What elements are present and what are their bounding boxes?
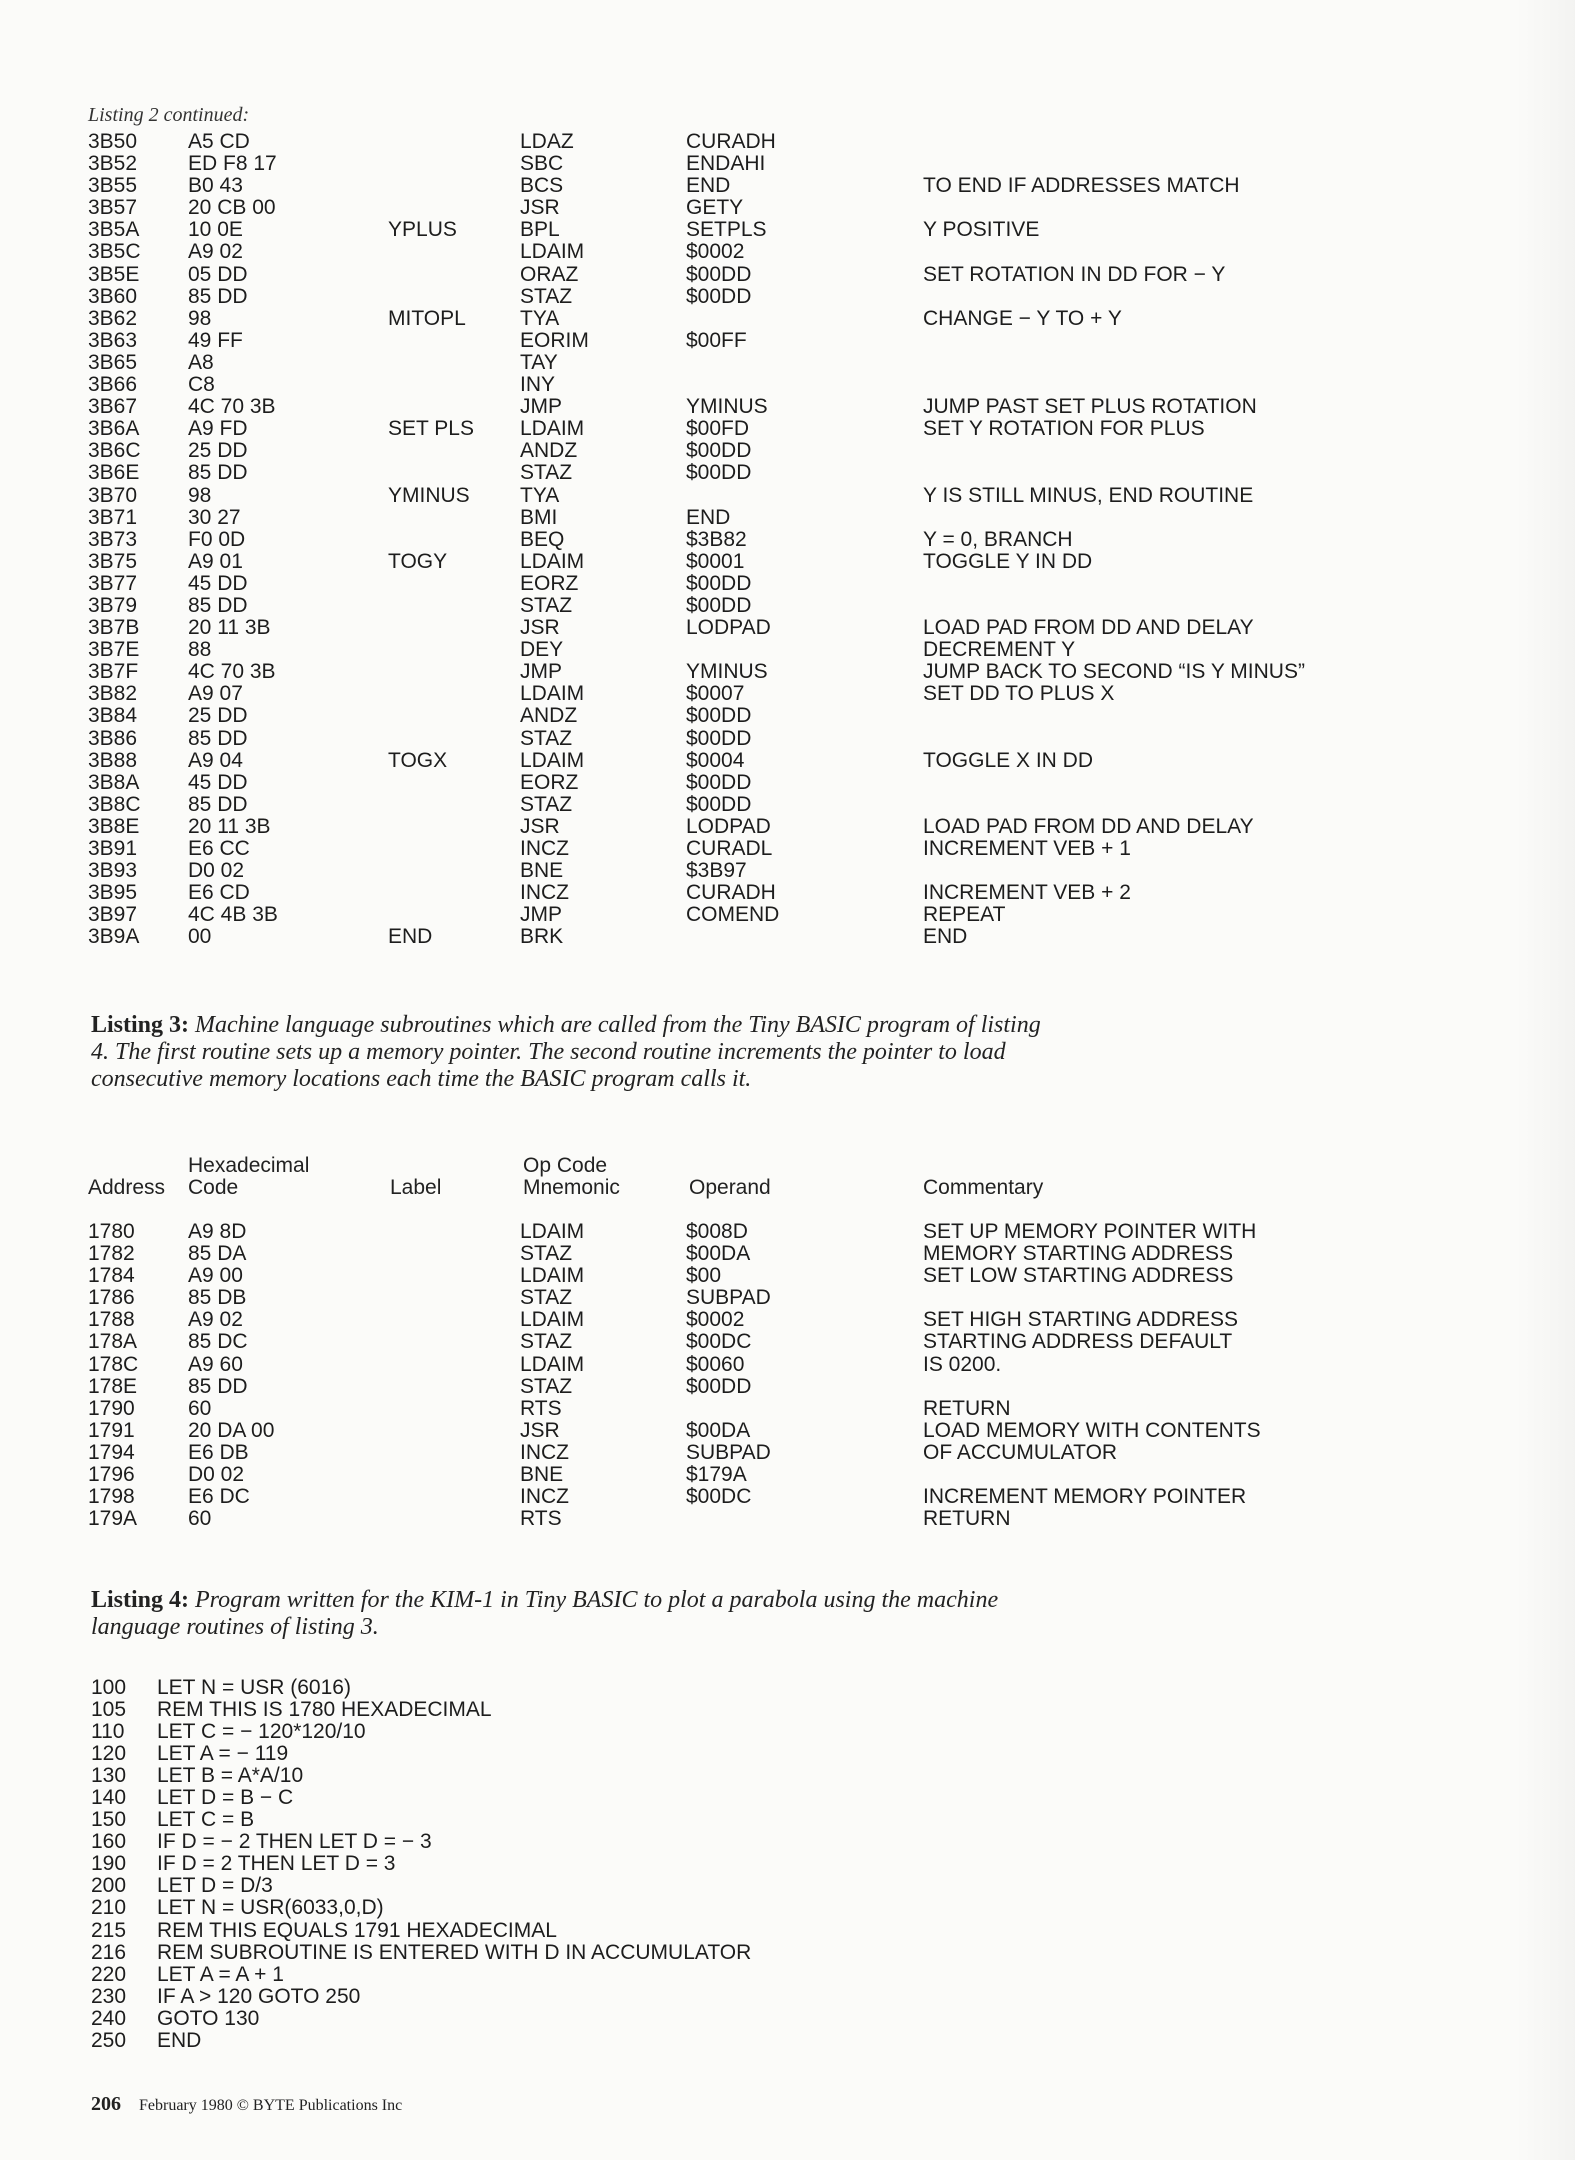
comment-cell: OF ACCUMULATOR [923,1440,1118,1464]
address-cell: 3B65 [88,350,138,374]
operand-cell: GETY [686,196,744,220]
hex-code-cell: 20 11 3B [188,616,271,640]
comment-cell: REPEAT [923,903,1006,927]
header-hex-line1: Hexadecimal [188,1154,310,1177]
hex-code-cell: 00 [188,925,212,949]
address-cell: 3B67 [88,395,138,419]
mnemonic-cell: ANDZ [520,439,578,463]
hex-code-cell: B0 43 [188,174,243,198]
line-number: 200 [91,1874,127,1898]
label-cell: YMINUS [388,483,470,507]
hex-code-cell: 85 DD [188,284,248,308]
hex-code-cell: A9 04 [188,748,243,772]
mnemonic-cell: EORIM [520,328,589,352]
address-cell: 3B7B [88,616,140,640]
address-cell: 3B93 [88,859,138,883]
mnemonic-cell: LDAZ [520,130,574,153]
comment-cell: Y = 0, BRANCH [923,527,1073,551]
mnemonic-cell: INY [520,373,556,397]
hex-code-cell: A9 07 [188,682,243,706]
basic-statement: IF D = 2 THEN LET D = 3 [157,1852,396,1876]
basic-statement: LET C = B [157,1808,255,1832]
hex-code-cell: D0 02 [188,859,245,883]
address-cell: 3B95 [88,881,138,905]
hex-code-cell: 20 DA 00 [188,1418,275,1442]
page-footer [91,2093,402,2116]
hex-code-cell: E6 DC [188,1485,250,1509]
hex-code-cell: ED F8 17 [188,152,277,176]
comment-cell: SET DD TO PLUS X [923,682,1115,706]
basic-statement: REM SUBROUTINE IS ENTERED WITH D IN ACCUMULATOR [157,1940,752,1964]
hex-code-cell: C8 [188,373,215,397]
mnemonic-cell: STAZ [520,1374,573,1398]
address-cell: 3B5C [88,240,141,264]
mnemonic-cell: STAZ [520,1286,573,1310]
comment-cell: Y POSITIVE [923,218,1040,242]
hex-code-cell: 60 [188,1396,212,1420]
hex-code-cell: A5 CD [188,130,250,153]
mnemonic-cell: BMI [520,505,558,529]
mnemonic-cell: JMP [520,395,562,419]
operand-cell: ENDAHI [686,152,766,176]
hex-code-cell: 4C 70 3B [188,395,276,419]
mnemonic-cell: JSR [520,814,560,838]
mnemonic-cell: BEQ [520,527,565,551]
operand-cell: $00DD [686,792,752,816]
line-number: 210 [91,1896,127,1920]
operand-cell: $00DD [686,284,752,308]
mnemonic-cell: LDAIM [520,549,585,573]
mnemonic-cell: DEY [520,638,564,662]
mnemonic-cell: TYA [520,306,560,330]
comment-cell: TO END IF ADDRESSES MATCH [923,174,1240,198]
hex-code-cell: 05 DD [188,262,248,286]
mnemonic-cell: RTS [520,1396,562,1420]
mnemonic-cell: INCZ [520,837,569,860]
mnemonic-cell: STAZ [520,593,573,617]
mnemonic-cell: LDAIM [520,1352,585,1376]
hex-code-cell: 98 [188,483,212,507]
basic-statement: IF A > 120 GOTO 250 [157,1984,361,2008]
address-cell: 3B9A [88,925,140,949]
mnemonic-cell: ORAZ [520,262,579,286]
address-cell: 3B50 [88,130,138,153]
basic-statement: LET B = A*A/10 [157,1764,304,1788]
listing2-continued-label: Listing 2 continued: [88,104,250,126]
hex-code-cell: E6 CD [188,881,250,905]
line-number: 110 [91,1720,125,1744]
mnemonic-cell: STAZ [520,726,573,750]
address-cell: 3B7F [88,660,139,684]
line-number: 160 [91,1830,127,1854]
mnemonic-cell: LDAIM [520,1264,585,1288]
address-cell: 3B57 [88,196,138,220]
hex-code-cell: 98 [188,306,212,330]
operand-cell: YMINUS [686,395,768,419]
hex-code-cell: D0 02 [188,1463,245,1487]
comment-cell: INCREMENT VEB + 2 [923,881,1131,905]
comment-cell: SET UP MEMORY POINTER WITH [923,1220,1257,1243]
listing3-caption-body: Machine language subroutines which are called from the Tiny BASIC program of listing 4. The first routine sets up a memory pointer. The second routine increments the pointer to load consecutive memory locations each time the BASIC program calls it. [91,1012,1041,1092]
comment-cell: INCREMENT VEB + 1 [923,837,1131,860]
operand-cell: CURADH [686,130,776,153]
address-cell: 3B7E [88,638,140,662]
basic-statement: LET D = B − C [157,1786,294,1810]
address-cell: 3B75 [88,549,138,573]
page-edge-shadow [1515,0,1575,2160]
operand-cell: SETPLS [686,218,767,242]
operand-cell: $3B82 [686,527,747,551]
header-hex-line2: Code [188,1176,239,1199]
line-number: 190 [91,1852,127,1876]
operand-cell: $00DA [686,1418,751,1442]
address-cell: 3B6A [88,417,140,441]
hex-code-cell: 60 [188,1507,212,1531]
line-number: 100 [91,1676,127,1699]
comment-cell: SET Y ROTATION FOR PLUS [923,417,1205,441]
comment-cell: JUMP PAST SET PLUS ROTATION [923,395,1257,419]
mnemonic-cell: EORZ [520,571,579,595]
address-cell: 178C [88,1352,139,1376]
mnemonic-cell: TYA [520,483,560,507]
basic-statement: REM THIS IS 1780 HEXADECIMAL [157,1698,492,1722]
hex-code-cell: 85 DD [188,461,248,485]
line-number: 215 [91,1918,127,1942]
address-cell: 3B88 [88,748,138,772]
operand-cell: $0004 [686,748,745,772]
label-cell: TOGY [388,549,448,573]
mnemonic-cell: JSR [520,616,560,640]
mnemonic-cell: LDAIM [520,417,585,441]
address-cell: 3B71 [88,505,138,529]
basic-statement: IF D = − 2 THEN LET D = − 3 [157,1830,432,1854]
line-number: 130 [91,1764,127,1788]
basic-statement: GOTO 130 [157,2006,260,2030]
mnemonic-cell: INCZ [520,1440,569,1464]
hex-code-cell: A9 01 [188,549,243,573]
mnemonic-cell: JMP [520,660,562,684]
address-cell: 3B6E [88,461,140,485]
hex-code-cell: A9 8D [188,1220,247,1243]
operand-cell: $3B97 [686,859,747,883]
hex-code-cell: 4C 4B 3B [188,903,278,927]
mnemonic-cell: STAZ [520,792,573,816]
hex-code-cell: 85 DC [188,1330,248,1354]
hex-code-cell: 85 DA [188,1242,247,1266]
address-cell: 3B62 [88,306,138,330]
mnemonic-cell: LDAIM [520,240,585,264]
address-cell: 3B5E [88,262,140,286]
comment-cell: DECREMENT Y [923,638,1076,662]
address-cell: 178A [88,1330,138,1354]
hex-code-cell: 4C 70 3B [188,660,276,684]
comment-cell: TOGGLE X IN DD [923,748,1093,772]
operand-cell: $00DD [686,461,752,485]
comment-cell: LOAD MEMORY WITH CONTENTS [923,1418,1261,1442]
operand-cell: SUBPAD [686,1286,771,1310]
comment-cell: END [923,925,968,949]
operand-cell: $00DD [686,262,752,286]
line-number: 140 [91,1786,127,1810]
comment-cell: TOGGLE Y IN DD [923,549,1093,573]
basic-statement: LET N = USR (6016) [157,1676,351,1699]
address-cell: 3B79 [88,593,138,617]
listing3-caption [91,1012,1051,1093]
mnemonic-cell: STAZ [520,1330,573,1354]
hex-code-cell: A9 60 [188,1352,243,1376]
operand-cell: END [686,505,731,529]
address-cell: 3B86 [88,726,138,750]
operand-cell: $00FF [686,328,747,352]
listing4-caption-lead: Listing 4: [91,1587,190,1613]
basic-statement: LET A = A + 1 [157,1962,284,1986]
mnemonic-cell: JSR [520,1418,560,1442]
address-cell: 1791 [88,1418,135,1442]
address-cell: 1780 [88,1220,135,1243]
operand-cell: $0002 [686,1308,745,1332]
mnemonic-cell: STAZ [520,461,573,485]
hex-code-cell: 85 DD [188,593,248,617]
comment-cell: RETURN [923,1507,1011,1531]
label-cell: TOGX [388,748,448,772]
address-cell: 3B82 [88,682,138,706]
basic-statement: LET C = − 120*120/10 [157,1720,366,1744]
comment-cell: JUMP BACK TO SECOND “IS Y MINUS” [923,660,1305,684]
address-cell: 3B66 [88,373,138,397]
address-cell: 1790 [88,1396,135,1420]
line-number: 120 [91,1742,127,1766]
label-cell: END [388,925,433,949]
mnemonic-cell: LDAIM [520,748,585,772]
operand-cell: $00DD [686,571,752,595]
comment-cell: CHANGE − Y TO + Y [923,306,1122,330]
operand-cell: $00DD [686,439,752,463]
comment-cell: IS 0200. [923,1352,1002,1376]
mnemonic-cell: EORZ [520,770,579,794]
hex-code-cell: 85 DD [188,1374,248,1398]
operand-cell: $00DA [686,1242,751,1266]
address-cell: 178E [88,1374,138,1398]
line-number: 216 [91,1940,127,1964]
hex-code-cell: 20 11 3B [188,814,271,838]
comment-cell: RETURN [923,1396,1011,1420]
comment-cell: SET LOW STARTING ADDRESS [923,1264,1234,1288]
operand-cell: $179A [686,1463,747,1487]
address-cell: 3B91 [88,837,138,860]
address-cell: 1784 [88,1264,135,1288]
header-mnemonic-line1: Op Code [523,1154,608,1177]
mnemonic-cell: JSR [520,196,560,220]
footer-publication: February 1980 © BYTE Publications Inc [139,2097,403,2114]
comment-cell: INCREMENT MEMORY POINTER [923,1485,1247,1509]
operand-cell: COMEND [686,903,780,927]
hex-code-cell: 85 DB [188,1286,247,1310]
operand-cell: LODPAD [686,616,771,640]
label-cell: YPLUS [388,218,457,242]
hex-code-cell: F0 0D [188,527,246,551]
mnemonic-cell: BRK [520,925,564,949]
hex-code-cell: 25 DD [188,439,248,463]
listing4-caption-body: Program written for the KIM-1 in Tiny BASIC to plot a parabola using the machine language routines of listing 3. [91,1587,999,1640]
address-cell: 3B55 [88,174,138,198]
hex-code-cell: A9 00 [188,1264,243,1288]
comment-cell: SET ROTATION IN DD FOR − Y [923,262,1226,286]
address-cell: 3B60 [88,284,138,308]
comment-cell: Y IS STILL MINUS, END ROUTINE [923,483,1254,507]
line-number: 230 [91,1984,127,2008]
operand-cell: $00DD [686,704,752,728]
operand-cell: LODPAD [686,814,771,838]
line-number: 240 [91,2006,127,2030]
address-cell: 3B6C [88,439,141,463]
address-cell: 3B8A [88,770,140,794]
address-cell: 179A [88,1507,138,1531]
address-cell: 3B5A [88,218,140,242]
mnemonic-cell: LDAIM [520,682,585,706]
comment-cell: LOAD PAD FROM DD AND DELAY [923,616,1254,640]
hex-code-cell: 10 0E [188,218,243,242]
address-cell: 3B52 [88,152,138,176]
address-cell: 1798 [88,1485,135,1509]
header-commentary: Commentary [923,1176,1044,1199]
hex-code-cell: 25 DD [188,704,248,728]
operand-cell: $008D [686,1220,748,1243]
mnemonic-cell: SBC [520,152,564,176]
label-cell: SET PLS [388,417,474,441]
hex-code-cell: E6 CC [188,837,250,860]
address-cell: 1796 [88,1463,135,1487]
operand-cell: $00 [686,1264,722,1288]
operand-cell: $00DD [686,593,752,617]
mnemonic-cell: RTS [520,1507,562,1531]
mnemonic-cell: STAZ [520,1242,573,1266]
mnemonic-cell: STAZ [520,284,573,308]
operand-cell: $00FD [686,417,750,441]
mnemonic-cell: TAY [520,350,558,374]
label-cell: MITOPL [388,306,466,330]
basic-statement: REM THIS EQUALS 1791 HEXADECIMAL [157,1918,557,1942]
comment-cell: LOAD PAD FROM DD AND DELAY [923,814,1254,838]
address-cell: 1794 [88,1440,135,1464]
basic-statement: LET A = − 119 [157,1742,289,1766]
hex-code-cell: A9 02 [188,1308,243,1332]
address-cell: 3B84 [88,704,138,728]
address-cell: 1782 [88,1242,135,1266]
mnemonic-cell: ANDZ [520,704,578,728]
address-cell: 3B8C [88,792,141,816]
hex-code-cell: 88 [188,638,212,662]
listing4-caption [91,1587,1051,1641]
operand-cell: $00DD [686,1374,752,1398]
operand-cell: $00DC [686,1485,752,1509]
header-mnemonic-line2: Mnemonic [523,1176,620,1199]
address-cell: 1786 [88,1286,135,1310]
mnemonic-cell: INCZ [520,1485,569,1509]
address-cell: 3B63 [88,328,138,352]
address-cell: 3B70 [88,483,138,507]
footer-page-number: 206 [91,2093,121,2115]
mnemonic-cell: BCS [520,174,564,198]
operand-cell: $00DC [686,1330,752,1354]
hex-code-cell: A9 FD [188,417,248,441]
address-cell: 3B8E [88,814,140,838]
operand-cell: $00DD [686,726,752,750]
operand-cell: CURADL [686,837,773,860]
hex-code-cell: 45 DD [188,770,248,794]
operand-cell: $0001 [686,549,745,573]
hex-code-cell: A9 02 [188,240,243,264]
line-number: 105 [91,1698,127,1722]
operand-cell: $0007 [686,682,745,706]
comment-cell: MEMORY STARTING ADDRESS [923,1242,1234,1266]
header-label: Label [390,1176,442,1199]
address-cell: 3B73 [88,527,138,551]
comment-cell: SET HIGH STARTING ADDRESS [923,1308,1239,1332]
header-address: Address [88,1176,166,1199]
hex-code-cell: 45 DD [188,571,248,595]
basic-statement: LET N = USR(6033,0,D) [157,1896,384,1920]
mnemonic-cell: INCZ [520,881,569,905]
address-cell: 3B97 [88,903,138,927]
header-operand: Operand [689,1176,771,1199]
basic-statement: LET D = D/3 [157,1874,273,1898]
mnemonic-cell: LDAIM [520,1308,585,1332]
operand-cell: $00DD [686,770,752,794]
line-number: 150 [91,1808,127,1832]
line-number: 250 [91,2028,127,2052]
address-cell: 3B77 [88,571,138,595]
hex-code-cell: 85 DD [188,792,248,816]
comment-cell: STARTING ADDRESS DEFAULT [923,1330,1233,1354]
operand-cell: $0060 [686,1352,745,1376]
operand-cell: SUBPAD [686,1440,771,1464]
listing3-caption-lead: Listing 3: [91,1012,190,1038]
address-cell: 1788 [88,1308,135,1332]
hex-code-cell: 49 FF [188,328,243,352]
mnemonic-cell: BPL [520,218,560,242]
mnemonic-cell: LDAIM [520,1220,585,1243]
mnemonic-cell: JMP [520,903,562,927]
operand-cell: YMINUS [686,660,768,684]
basic-statement: END [157,2028,202,2052]
line-number: 220 [91,1962,127,1986]
hex-code-cell: 85 DD [188,726,248,750]
operand-cell: END [686,174,731,198]
hex-code-cell: A8 [188,350,214,374]
hex-code-cell: E6 DB [188,1440,249,1464]
operand-cell: CURADH [686,881,776,905]
mnemonic-cell: BNE [520,1463,564,1487]
mnemonic-cell: BNE [520,859,564,883]
hex-code-cell: 20 CB 00 [188,196,276,220]
hex-code-cell: 30 27 [188,505,241,529]
operand-cell: $0002 [686,240,745,264]
